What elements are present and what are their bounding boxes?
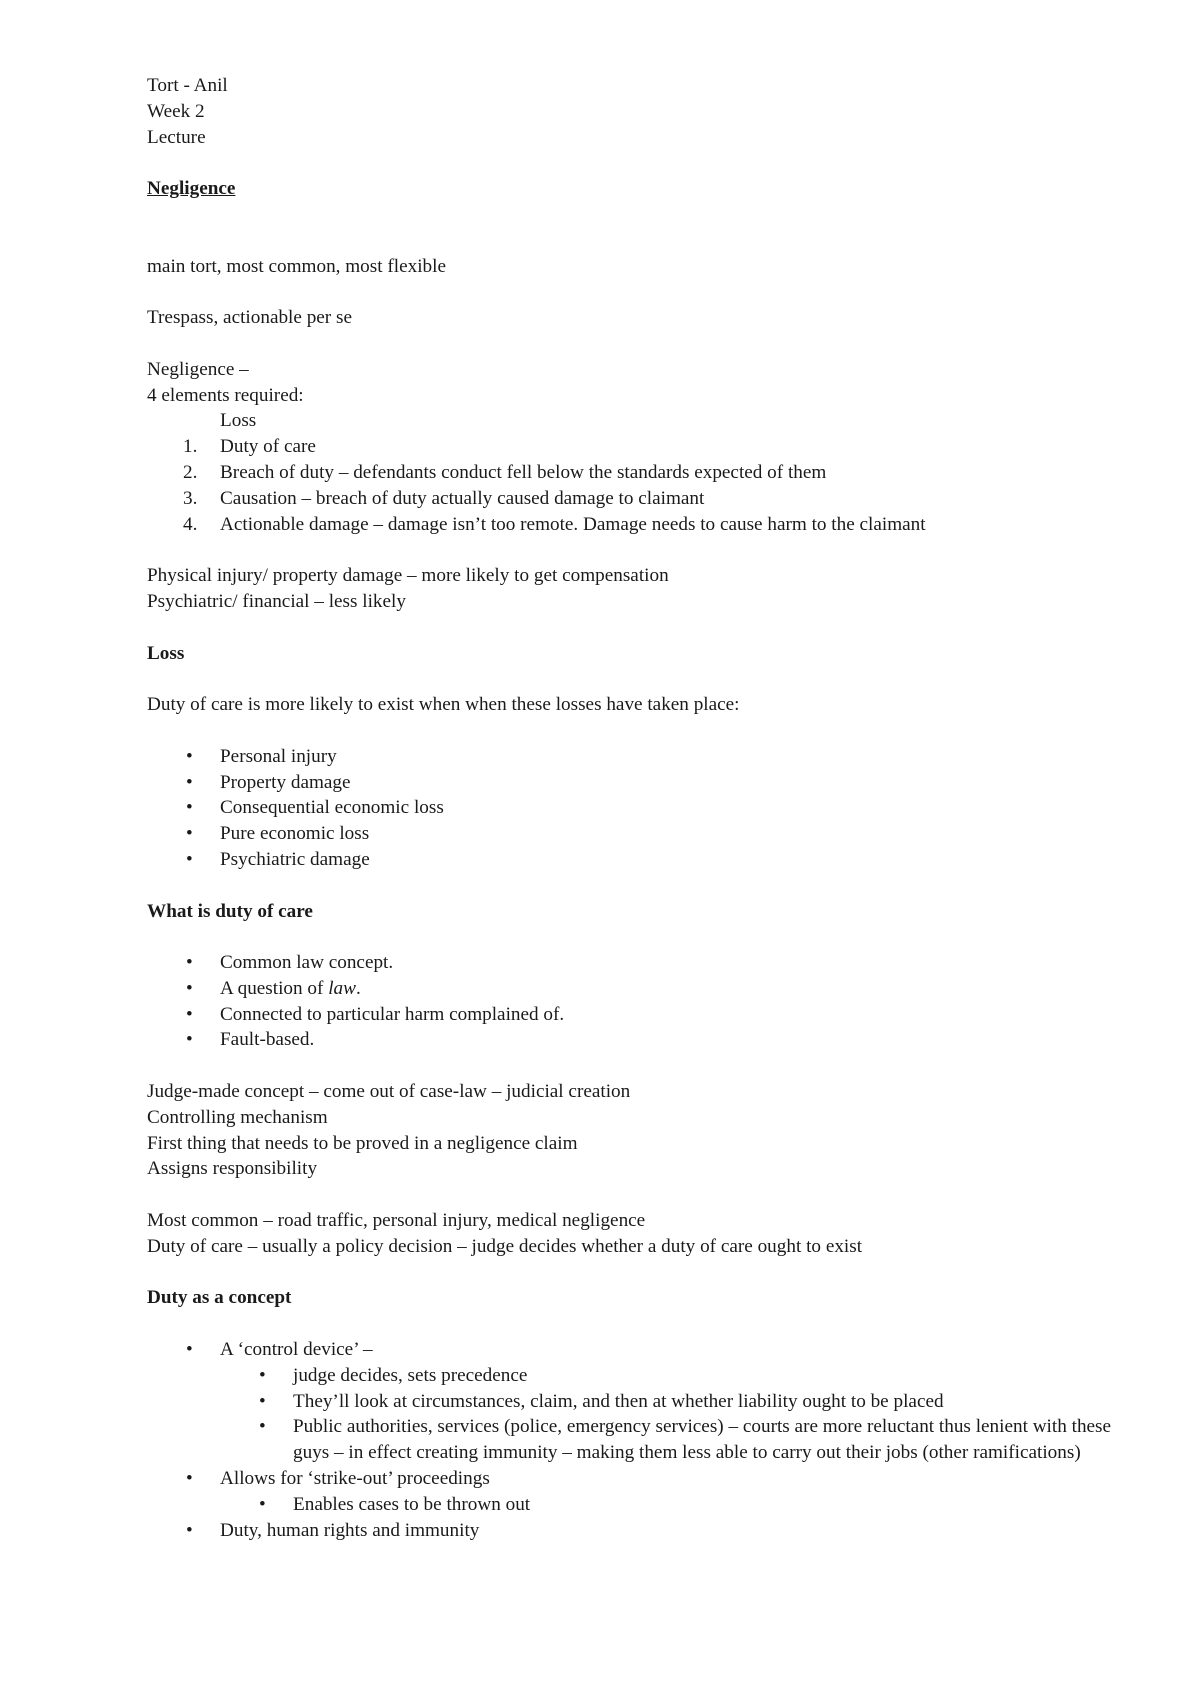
list-item: [147, 434, 1107, 460]
list-item-text: A question of: [220, 977, 329, 999]
list-item: [147, 976, 1107, 1002]
list-item-text: Causation – breach of duty actually caused damage to claimant: [220, 487, 705, 509]
elements-list: [147, 434, 1107, 537]
intro-line: main tort, most common, most flexible: [147, 255, 446, 277]
sub-list-item: [147, 1389, 1107, 1415]
list-item: [147, 1518, 1107, 1544]
sub-list-item: [147, 1363, 1107, 1389]
list-item: [147, 1027, 1107, 1053]
duty-heading: What is duty of care: [147, 900, 313, 922]
list-item: [147, 1337, 1107, 1363]
list-number: 2.: [183, 461, 198, 483]
loss-intro: Duty of care is more likely to exist when when these losses have taken place:: [147, 694, 740, 716]
list-item-text: A ‘control device’ –: [220, 1339, 373, 1361]
list-item: [147, 460, 1107, 486]
list-number: 3.: [183, 487, 198, 509]
list-item-text: They’ll look at circumstances, claim, and then at whether liability ought to be placed: [293, 1390, 944, 1412]
page-title: Negligence: [147, 178, 236, 200]
list-item-text: judge decides, sets precedence: [293, 1364, 528, 1386]
list-item-text: Breach of duty – defendants conduct fell below the standards expected of them: [220, 461, 827, 483]
list-item-text: Actionable damage – damage isn’t too remote. Damage needs to cause harm to the claimant: [220, 513, 926, 535]
list-number: 1.: [183, 436, 198, 458]
bullet-icon: •: [259, 1493, 266, 1515]
bullet-icon: •: [186, 848, 193, 870]
document-page: [147, 73, 1112, 1543]
type-label: Lecture: [147, 126, 206, 148]
intro-line: Negligence –: [147, 358, 249, 380]
sub-list-item: [147, 1492, 1107, 1518]
bullet-icon: •: [186, 745, 193, 767]
list-item: [147, 512, 1107, 538]
list-item-text: Enables cases to be thrown out: [293, 1493, 531, 1515]
bullet-icon: •: [259, 1364, 266, 1386]
list-number: 4.: [183, 513, 198, 535]
duty-note: Judge-made concept – come out of case-law – judicial creation: [147, 1081, 631, 1103]
duty-list: [147, 950, 1107, 1053]
bullet-icon: •: [186, 771, 193, 793]
list-item-text: Personal injury: [220, 745, 337, 767]
bullet-icon: •: [186, 977, 193, 999]
list-item: [147, 770, 1107, 796]
bullet-icon: •: [186, 952, 193, 974]
loss-list: [147, 744, 1107, 873]
duty-note: Most common – road traffic, personal injury, medical negligence: [147, 1210, 646, 1232]
list-item-text: Allows for ‘strike-out’ proceedings: [220, 1468, 490, 1490]
compensation-line: Psychiatric/ financial – less likely: [147, 590, 406, 612]
list-item: [147, 847, 1107, 873]
bullet-icon: •: [186, 1003, 193, 1025]
list-item: [147, 1466, 1107, 1492]
bullet-icon: •: [186, 1029, 193, 1051]
list-item-suffix: .: [355, 977, 361, 999]
list-item-text: Connected to particular harm complained of.: [220, 1003, 565, 1025]
concept-heading: Duty as a concept: [147, 1287, 292, 1309]
list-item-text: Duty of care: [220, 436, 316, 458]
list-item: [147, 950, 1107, 976]
list-item: [147, 795, 1107, 821]
course-label: Tort - Anil: [147, 75, 228, 96]
list-item-text: Pure economic loss: [220, 823, 370, 845]
list-item-emphasis: law: [328, 977, 356, 999]
bullet-icon: •: [186, 1468, 193, 1490]
list-item: [147, 486, 1107, 512]
list-item-text: Consequential economic loss: [220, 797, 444, 819]
sub-list-item: [147, 1414, 1112, 1466]
duty-note: First thing that needs to be proved in a negligence claim: [147, 1132, 578, 1154]
list-item: [147, 744, 1107, 770]
bullet-icon: •: [186, 823, 193, 845]
list-item-text: Common law concept.: [220, 952, 394, 974]
bullet-icon: •: [259, 1416, 266, 1438]
intro-line: Trespass, actionable per se: [147, 307, 352, 329]
intro-line: 4 elements required:: [147, 384, 304, 406]
list-item-text: Fault-based.: [220, 1029, 315, 1051]
bullet-icon: •: [186, 1519, 193, 1541]
loss-label: Loss: [220, 410, 257, 432]
bullet-icon: •: [186, 1339, 193, 1361]
list-item-text: Public authorities, services (police, emergency services) – courts are more reluctant thus lenient with these guys – in effect creating immunity – making them less able to carry out their jobs (other ramifications): [293, 1416, 1112, 1464]
list-item: [147, 821, 1107, 847]
bullet-icon: •: [259, 1390, 266, 1412]
week-label: Week 2: [147, 100, 205, 122]
duty-note: Controlling mechanism: [147, 1106, 328, 1128]
concept-list: [147, 1337, 1112, 1543]
duty-note: Assigns responsibility: [147, 1158, 318, 1180]
list-item-text: Psychiatric damage: [220, 848, 370, 870]
list-item-text: Property damage: [220, 771, 351, 793]
loss-heading: Loss: [147, 642, 185, 664]
bullet-icon: •: [186, 797, 193, 819]
compensation-line: Physical injury/ property damage – more likely to get compensation: [147, 565, 669, 587]
list-item: [147, 1002, 1107, 1028]
list-item-text: Duty, human rights and immunity: [220, 1519, 480, 1541]
duty-note: Duty of care – usually a policy decision – judge decides whether a duty of care ought to exist: [147, 1235, 863, 1257]
